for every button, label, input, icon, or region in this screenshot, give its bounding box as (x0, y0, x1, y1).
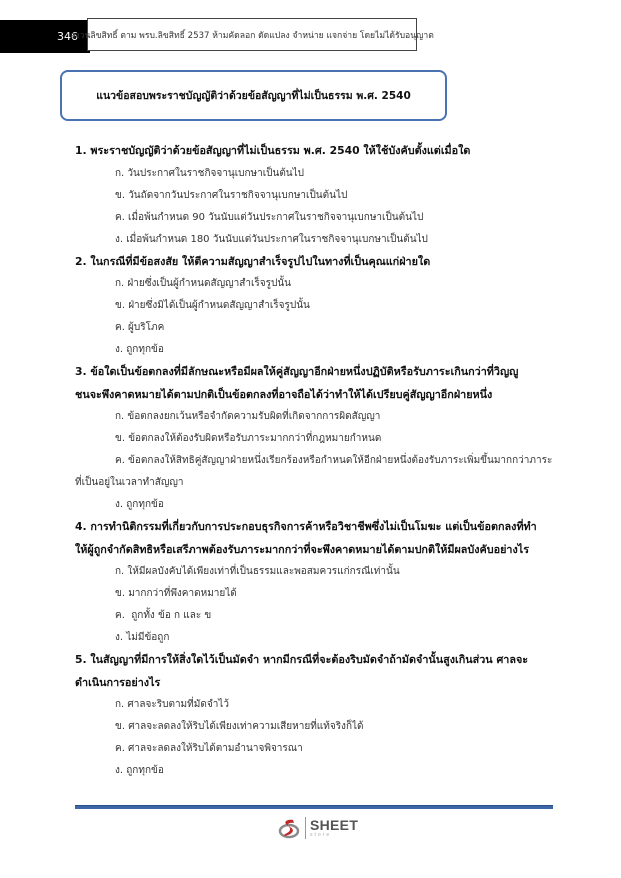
option-b: ข. มากกว่าที่พึงคาดหมายได้ (115, 588, 237, 599)
option-c: ค. ศาลจะลดลงให้ริบได้ตามอำนาจพิจารณา (115, 743, 303, 754)
question-text-line-1: 3. ข้อใดเป็นข้อตกลงที่มีลักษณะหรือมีผลให้คู่สัญญาอีกฝ่ายหนึ่งปฏิบัติหรือรับภาระเกินกว่าที่วิญญู (75, 365, 519, 378)
question-2 (75, 251, 555, 362)
option-d: ง. เมื่อพ้นกำหนด 180 วันนับแต่วันประกาศในราชกิจจานุเบกษาเป็นต้นไป (115, 233, 428, 245)
logo-word: SHEET (310, 817, 359, 833)
logo-separator (305, 817, 306, 839)
option-b: ข. ข้อตกลงให้ต้องรับผิดหรือรับภาระมากกว่าที่กฎหมายกำหนด (115, 433, 382, 444)
option-d: ง. ถูกทุกข้อ (115, 344, 164, 355)
question-list (75, 140, 555, 782)
question-3 (75, 361, 555, 516)
question-text-line-2: ชนจะพึงคาดหมายได้ตามปกติเป็นข้อตกลงที่อาจถือได้ว่าทำให้ได้เปรียบคู่สัญญาอีกฝ่ายหนึ่ง (75, 387, 493, 401)
logo-text (310, 818, 358, 838)
option-a: ก. ศาลจะริบตามที่มัดจำไว้ (115, 699, 229, 710)
option-c: ค. ถูกทั้ง ข้อ ก และ ข (115, 610, 212, 621)
option-c: ค. เมื่อพ้นกำหนด 90 วันนับแต่วันประกาศในราชกิจจานุเบกษาเป็นต้นไป (115, 211, 424, 223)
page-number: 346 (57, 30, 78, 43)
option-d: ง. ถูกทุกข้อ (115, 499, 164, 510)
footer-divider (75, 805, 553, 809)
sheet-store-logo (278, 815, 358, 841)
question-5 (75, 649, 555, 782)
question-text-line-2: ดำเนินการอย่างไร (75, 675, 161, 689)
section-title: แนวข้อสอบพระราชบัญญัติว่าด้วยข้อสัญญาที่ไม่เป็นธรรม พ.ศ. 2540 (96, 90, 411, 102)
option-b: ข. วันถัดจากวันประกาศในราชกิจจานุเบกษาเป็นต้นไป (115, 189, 348, 201)
question-text: 2. ในกรณีที่มีข้อสงสัย ให้ตีความสัญญาสำเร็จรูปไปในทางที่เป็นคุณแก่ฝ่ายใด (75, 254, 431, 268)
copyright-notice-box (70, 18, 434, 51)
section-title-box (60, 70, 447, 121)
option-c: ค. ผู้บริโภค (115, 322, 165, 333)
question-text-line-1: 5. ในสัญญาที่มีการให้สิ่งใดไว้เป็นมัดจำ หากมีกรณีที่จะต้องริบมัดจำถ้ามัดจำนั้นสูงเกินส่วน ศาลจะ (75, 653, 529, 666)
question-1 (75, 140, 555, 251)
option-d: ง. ถูกทุกข้อ (115, 765, 164, 776)
option-a: ก. ให้มีผลบังคับได้เพียงเท่าที่เป็นธรรมและพอสมควรแก่กรณีเท่านั้น (115, 566, 400, 577)
question-text-line-1: 4. การทำนิติกรรมที่เกี่ยวกับการประกอบธุรกิจการค้าหรือวิชาชีพซึ่งไม่เป็นโมฆะ แต่เป็นข้อตกลงที่ทำ (75, 520, 537, 533)
question-4 (75, 516, 555, 649)
option-a: ก. วันประกาศในราชกิจจานุเบกษาเป็นต้นไป (115, 167, 305, 179)
option-b: ข. ฝ่ายซึ่งมิได้เป็นผู้กำหนดสัญญาสำเร็จรูปนั้น (115, 300, 310, 311)
sheet-s-logo-icon (278, 817, 300, 839)
option-a: ก. ฝ่ายซึ่งเป็นผู้กำหนดสัญญาสำเร็จรูปนั้น (115, 278, 291, 289)
question-text: 1. พระราชบัญญัติว่าด้วยข้อสัญญาที่ไม่เป็นธรรม พ.ศ. 2540 ให้ใช้บังคับตั้งแต่เมื่อใด (75, 144, 471, 157)
option-c: ค. ข้อตกลงให้สิทธิคู่สัญญาฝ่ายหนึ่งเรียกร้องหรือกำหนดให้อีกฝ่ายหนึ่งต้องรับภาระเพิ่มขึ้นมากกว่าภาระที่เป็นอยู่ในเวลาทำสัญญา (75, 455, 553, 488)
option-b: ข. ศาลจะลดลงให้ริบได้เพียงเท่าความเสียหายที่แท้จริงก็ได้ (115, 721, 364, 732)
option-d: ง. ไม่มีข้อถูก (115, 632, 170, 643)
question-text-line-2: ให้ผู้ถูกจำกัดสิทธิหรือเสรีภาพต้องรับภาระมากกว่าที่จะพึงคาดหมายได้ตามปกติให้มีผลบังคับอย่างไร (75, 542, 529, 556)
option-a: ก. ข้อตกลงยกเว้นหรือจำกัดความรับผิดที่เกิดจากการผิดสัญญา (115, 411, 381, 422)
copyright-notice: สงวนลิขสิทธิ์ ตาม พรบ.ลิขสิทธิ์ 2537 ห้ามคัดลอก ดัดแปลง จำหน่าย แจกจ่าย โดยไม่ได้รับอนุญาต (70, 30, 434, 41)
logo-subword: store (310, 832, 332, 838)
